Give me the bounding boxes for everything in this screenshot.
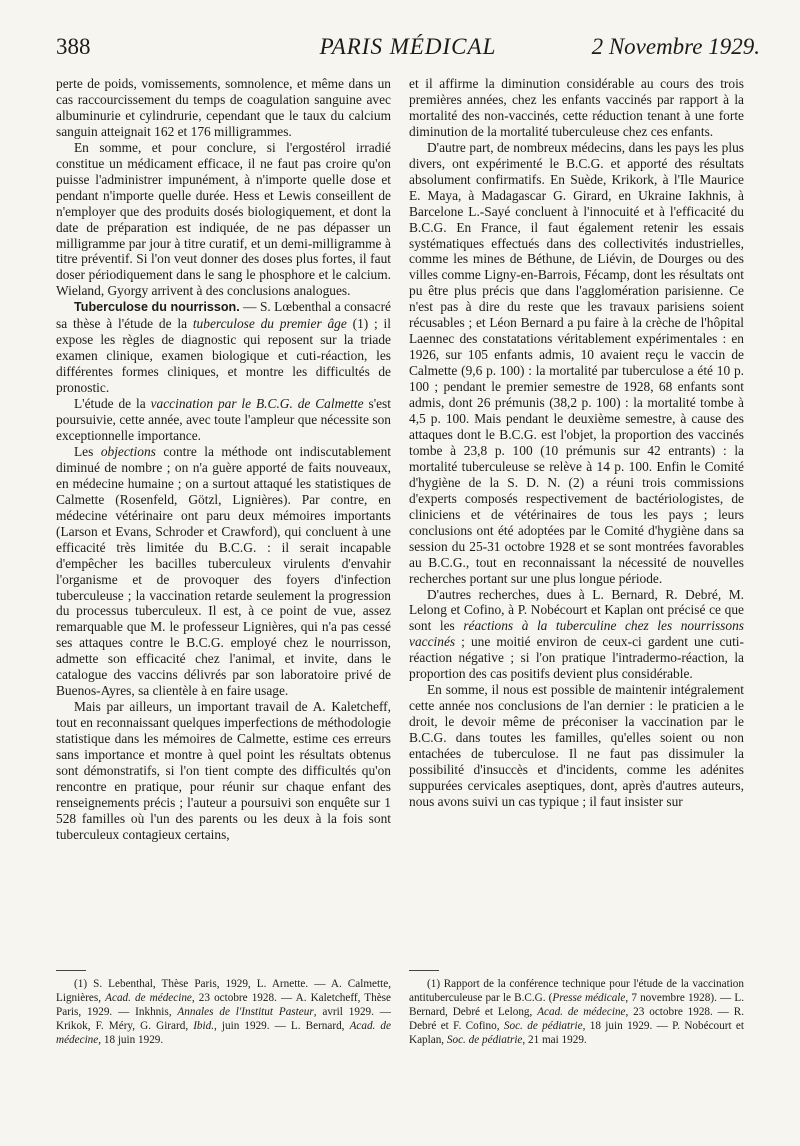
text-run: , 18 juin 1929. — [98, 1033, 164, 1046]
left-column — [56, 76, 391, 843]
text-run: , 7 novembre 1928). — L. Bernard, Debré et Lelong, — [409, 991, 744, 1018]
footnote — [56, 978, 391, 1048]
footnote-rule — [409, 970, 439, 971]
section-heading: Tuberculose du nourrisson. — [74, 300, 240, 315]
paragraph: D'autre part, de nombreux médecins, dans les pays les plus divers, ont expérimenté le B.C.G. et apporté des résultats absolument confirmatifs. En Suède, Krikork, à l'Ile Maurice E. Maya, à Madagascar G. Girard, en Ukraine Iakhnis, à Barcelone L.-Sayé concluent à l'innocuité et à l'efficacité du B.C.G. En France, il faut également retenir les essais systématiques effectués dans des collectivités industrielles, comme les mines de Béthune, de Liévin, de Dourges ou des villes comme Ligny-en-Barrois, Fécamp, dont les résultats ont pu être plus précis que dans l'agglomération parisienne. Ce n'est pas à dire du reste que les travaux parisiens soient récusables ; et Léon Bernard a pu faire à la crèche de l'hôpital Laennec des constatations véritablement expérimentales : en 1926, sur 105 enfants admis, 10 avaient reçu le vaccin de Calmette (9,6 p. 100) : la mortalité par tuberculose a été 10 p. 100 ; pendant le premier semestre de 1928, 68 enfants sont admis, dont 26 prémunis (38,2 p. 100) : la mortalité tombe à 4,5 p. 100. Mais pendant le deuxième semestre, à cause des attaques dont le B.C.G. est l'objet, la proportion des vaccinés tombe à 23,8 p. 100 (10 prémunis sur 42 entrants) : la mortalité tuberculeuse se relève à 14 p. 100. Enfin le Comité d'hygiène de la S. D. N. (2) a réuni trois commissions d'experts composés respectivement de bactériologistes, de cliniciens et de vétérinaires de tous les pays ; leurs conclusions ont été adoptées par le Comité d'hygiène dans sa session du 25-31 octobre 1928 et se sont montrées favorables au B.C.G., tout en reconnaissant la nécessité de nouvelles recherches portant sur une plus longue période. — [409, 139, 744, 586]
journal-title: PARIS MÉDICAL — [319, 34, 497, 59]
italic-run: Presse médicale — [552, 991, 626, 1004]
paragraph: et il affirme la diminution considérable au cours des trois premières années, chez les enfants vaccinés par rapport à la mortalité des non-vaccinés, cette réduction tenant à une forte diminution de la mortalité tuberculeuse chez ces enfants. — [409, 76, 744, 139]
footnote-rule — [56, 970, 86, 971]
paragraph — [56, 444, 391, 699]
footnotes-right — [409, 978, 744, 1048]
text-run: (1) ; il expose les règles de diagnostic qui reposent sur la triade examen clinique, examen biologique et cuti-réaction, les différentes formes cliniques, et montre les difficultés de pronostic. — [56, 316, 391, 396]
text-run: , 18 juin 1929. — P. Nobécourt et Kaplan, — [409, 1019, 744, 1046]
issue-date: 2 Novembre 1929. — [591, 34, 760, 59]
page-number: 388 — [56, 34, 91, 59]
italic-run: vaccination par le B.C.G. de Calmette — [150, 396, 364, 412]
italic-run: Ibid. — [193, 1019, 215, 1032]
text-run: D'autres recherches, dues à L. Bernard, R. Debré, M. Lelong et Cofino, à P. Nobécourt et Kaplan ont précisé ce que sont les — [409, 586, 744, 634]
text-run: , 23 octobre 1928. — A. Kaletcheff, Thèse Paris, 1929. — Inkhnis, — [56, 991, 391, 1018]
text-run: ; une moitié environ de ceux-ci gardent une cuti-réaction négative ; si l'on pratique l'intradermo-réaction, la proportion des cas positifs devient plus considérable. — [409, 634, 744, 682]
text-run: , 23 octobre 1928. — R. Debré et F. Cofino, — [409, 1005, 744, 1032]
text-run: (1) Rapport de la conférence technique pour l'étude de la vaccination antituberculeuse par le B.C.G. ( — [409, 978, 744, 1004]
italic-run: Soc. de pédiatrie — [503, 1019, 583, 1032]
italic-run: Acad. de médecine — [105, 991, 192, 1004]
paragraph: En somme, et pour conclure, si l'ergostérol irradié constitue un médicament efficace, il ne faut pas croire qu'on puisse l'administrer impunément, à n'importe quelle dose et pendant n'importe quelle durée. Hess et Lewis conseillent de n'employer que des produits dosés biologiquement, et dont la date de préparation est indiquée, de ne pas dépasser un milligramme par jour à titre curatif, et un demi-milligramme à titre préventif. Si l'on veut donner des doses plus fortes, il faut doser périodiquement dans le sang le phosphore et le calcium. Wieland, Gyorgy arrivent à des conclusions analogues. — [56, 139, 391, 299]
text-run: (1) S. Lebenthal, Thèse Paris, 1929, L. Arnette. — A. Calmette, Lignières, — [56, 978, 391, 1004]
text-run: , avril 1929. — Krikok, F. Méry, G. Girard, — [56, 1005, 391, 1032]
paragraph — [56, 396, 391, 444]
italic-run: objections — [100, 443, 156, 459]
italic-run: Acad. de médecine — [537, 1005, 626, 1018]
paragraph: perte de poids, vomissements, somnolence, et même dans un cas raccourcissement du temps de coagulation sanguine avec albuminurie et cylindrurie, cependant que le taux du calcium sanguin atteignait 162 et 176 milligrammes. — [56, 76, 391, 139]
italic-run: Acad. de médecine — [56, 1019, 391, 1046]
text-run: — S. Lœbenthal a consacré sa thèse à l'étude de la — [56, 299, 392, 332]
text-run: , 21 mai 1929. — [522, 1033, 587, 1046]
italic-run: réactions à la tuberculine chez les nourrissons vaccinés — [409, 618, 744, 650]
text-run: s'est poursuivie, cette année, avec toute l'ampleur que nécessite son exceptionnelle importance. — [56, 396, 391, 443]
footnote — [409, 978, 744, 1048]
footnotes-left — [56, 978, 391, 1048]
italic-run: tuberculose du premier âge — [192, 316, 347, 332]
paragraph: En somme, il nous est possible de maintenir intégralement cette année nos conclusions de l'an dernier : le praticien a le droit, le devoir même de préconiser la vaccination par le B.C.G. dans toutes les familles, qu'elles soient ou non entachées de tuberculose. Il ne faut pas dissimuler la possibilité d'insuccès et d'incidents, comme les adénites suppurées cervicales aseptiques, dont, après d'autres auteurs, nous avons suivi un cas typique ; il faut insister sur — [409, 682, 744, 809]
text-run: L'étude de la — [74, 396, 151, 412]
page-header — [56, 30, 760, 70]
italic-run: Soc. de pédiatrie — [446, 1033, 523, 1046]
text-run: Les — [74, 443, 101, 459]
italic-run: Annales de l'Institut Pasteur — [177, 1005, 314, 1018]
paragraph — [56, 299, 391, 396]
paragraph: Mais par ailleurs, un important travail de A. Kaletcheff, tout en reconnaissant quelques imperfections de méthodologie statistique dans les mémoires de Calmette, estime ces erreurs sans importance et montre à quel point les résultats obtenus sont démonstratifs, si l'on tient compte des difficultés qu'on rencontre en pratique, pour réunir sur chaque enfant des renseignements précis ; l'auteur a poursuivi son enquête sur 1 528 familles où l'un des parents ou les deux à la fois sont tuberculeux contagieux certains, — [56, 699, 391, 842]
text-run: , juin 1929. — L. Bernard, — [214, 1019, 350, 1032]
text-run: contre la méthode ont indiscutablement diminué de nombre ; on n'a guère apporté de faits nouveaux, en médecine humaine ; on a surtout attaqué les statistiques de Calmette (Rosenfeld, Götzl, Lignières). Par contre, en médecine vétérinaire ont paru deux mémoires importants (Larson et Evans, Schroder et Crawford), qui concluent à une efficacité très limitée du B.C.G. : il serait incapable d'empêcher les bacilles tuberculeux virulents d'envahir l'organisme et de provoquer des foyers d'infection tuberculeuse ; la vaccination retarde seulement la progression du processus tuberculeux. Il est, à ce point de vue, assez remarquable que M. le professeur Lignières, qui n'a pas cessé ses attaques contre le B.C.G. employé chez le nourrisson, admette son efficacité chez l'animal, et invite, dans le catalogue des vaccins délivrés par son laboratoire privé de Buenos-Ayres, sa clientèle à en faire usage. — [56, 443, 392, 699]
paragraph — [409, 587, 744, 683]
right-column — [409, 76, 744, 810]
